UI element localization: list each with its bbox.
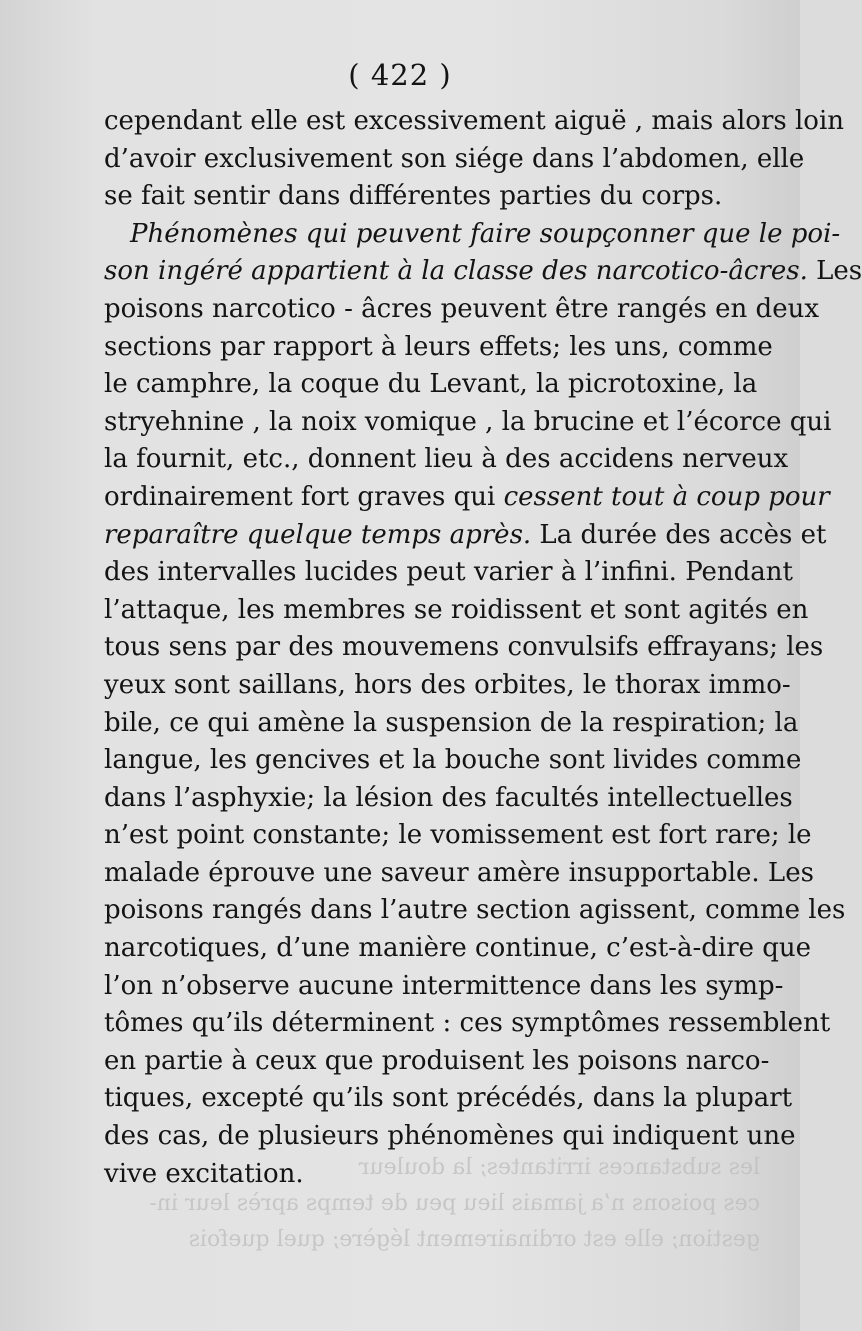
text-line	[104, 178, 752, 216]
text-line	[104, 329, 773, 367]
italic-text-run: son ingéré appartient à la classe des narcotico-âcres.	[104, 256, 808, 287]
bleed-line: gestion; elle est ordinairement légère; quel quefois	[188, 1227, 760, 1252]
text-run: vive excitation.	[104, 1158, 304, 1189]
bleed-line: les substances irritantes; la douleur	[358, 1155, 760, 1180]
text-line	[104, 629, 824, 667]
text-line	[104, 404, 832, 442]
text-run: poisons rangés dans l’autre section agissent, comme les	[104, 895, 846, 926]
text-run: langue, les gencives et la bouche sont livides comme	[104, 745, 802, 776]
text-line	[104, 479, 830, 517]
text-line	[104, 216, 841, 254]
italic-text-run: cessent tout à coup pour	[503, 481, 830, 512]
text-run: bile, ce qui amène la suspension de la respiration; la	[104, 707, 799, 738]
text-run: l’on n’observe aucune intermittence dans les symp-	[104, 970, 784, 1001]
text-run: tiques, excepté qu’ils sont précédés, dans la plupart	[104, 1083, 793, 1114]
text-run: se fait sentir dans différentes parties du corps.	[104, 181, 723, 212]
text-run: narcotiques, d’une manière continue, c’est-à-dire que	[104, 933, 812, 964]
text-run: yeux sont saillans, hors des orbites, le thorax immo-	[104, 669, 791, 700]
text-line	[104, 141, 805, 179]
text-line	[104, 780, 793, 818]
italic-text-run: Phénomènes qui peuvent faire soupçonner que le poi-	[130, 218, 841, 249]
text-line	[104, 1005, 831, 1043]
body-text	[104, 103, 862, 1193]
text-run: La durée des accès et	[531, 519, 827, 550]
text-line	[104, 1156, 752, 1194]
text-line	[104, 366, 758, 404]
text-run: en partie à ceux que produisent les poisons narco-	[104, 1045, 770, 1076]
text-line	[104, 892, 846, 930]
text-run: n’est point constante; le vomissement est fort rare; le	[104, 820, 812, 851]
text-run: sections par rapport à leurs effets; les uns, comme	[104, 331, 773, 362]
text-line	[104, 855, 814, 893]
text-line	[104, 742, 802, 780]
text-line	[104, 667, 791, 705]
text-run: Les	[807, 256, 862, 287]
text-line	[104, 517, 827, 555]
text-line	[104, 554, 793, 592]
text-run: d’avoir exclusivement son siége dans l’abdomen, elle	[104, 143, 805, 174]
text-run: tous sens par des mouvemens convulsifs effrayans; les	[104, 632, 824, 663]
text-run: le camphre, la coque du Levant, la picrotoxine, la	[104, 369, 758, 400]
text-line	[104, 291, 819, 329]
text-line	[104, 930, 812, 968]
text-run: l’attaque, les membres se roidissent et sont agités en	[104, 594, 809, 625]
text-line	[104, 253, 862, 291]
text-run: poisons narcotico - âcres peuvent être rangés en deux	[104, 293, 819, 324]
bleed-line: ces poisons n’a jamais lieu peu de temps après leur in-	[149, 1191, 760, 1216]
text-run: stryehnine , la noix vomique , la brucine et l’écorce qui	[104, 406, 832, 437]
text-line	[104, 592, 809, 630]
text-line	[104, 1043, 770, 1081]
text-run: tômes qu’ils déterminent : ces symptômes ressemblent	[104, 1008, 831, 1039]
text-run: des intervalles lucides peut varier à l’infini. Pendant	[104, 557, 793, 588]
text-run: des cas, de plusieurs phénomènes qui indiquent une	[104, 1121, 796, 1152]
page-number: ( 422 )	[348, 58, 452, 92]
text-line	[104, 103, 845, 141]
text-run: dans l’asphyxie; la lésion des facultés intellectuelles	[104, 782, 793, 813]
text-run: malade éprouve une saveur amère insupportable. Les	[104, 857, 814, 888]
text-line	[104, 441, 789, 479]
text-line	[104, 705, 799, 743]
text-run: la fournit, etc., donnent lieu à des accidens nerveux	[104, 444, 789, 475]
text-line	[104, 1118, 796, 1156]
text-run: ordinairement fort graves qui	[104, 481, 504, 512]
text-line	[104, 968, 784, 1006]
text-line	[104, 1080, 793, 1118]
text-run: cependant elle est excessivement aiguë , mais alors loin	[104, 106, 845, 136]
text-line	[104, 817, 812, 855]
italic-text-run: reparaître quelque temps après.	[104, 519, 532, 550]
